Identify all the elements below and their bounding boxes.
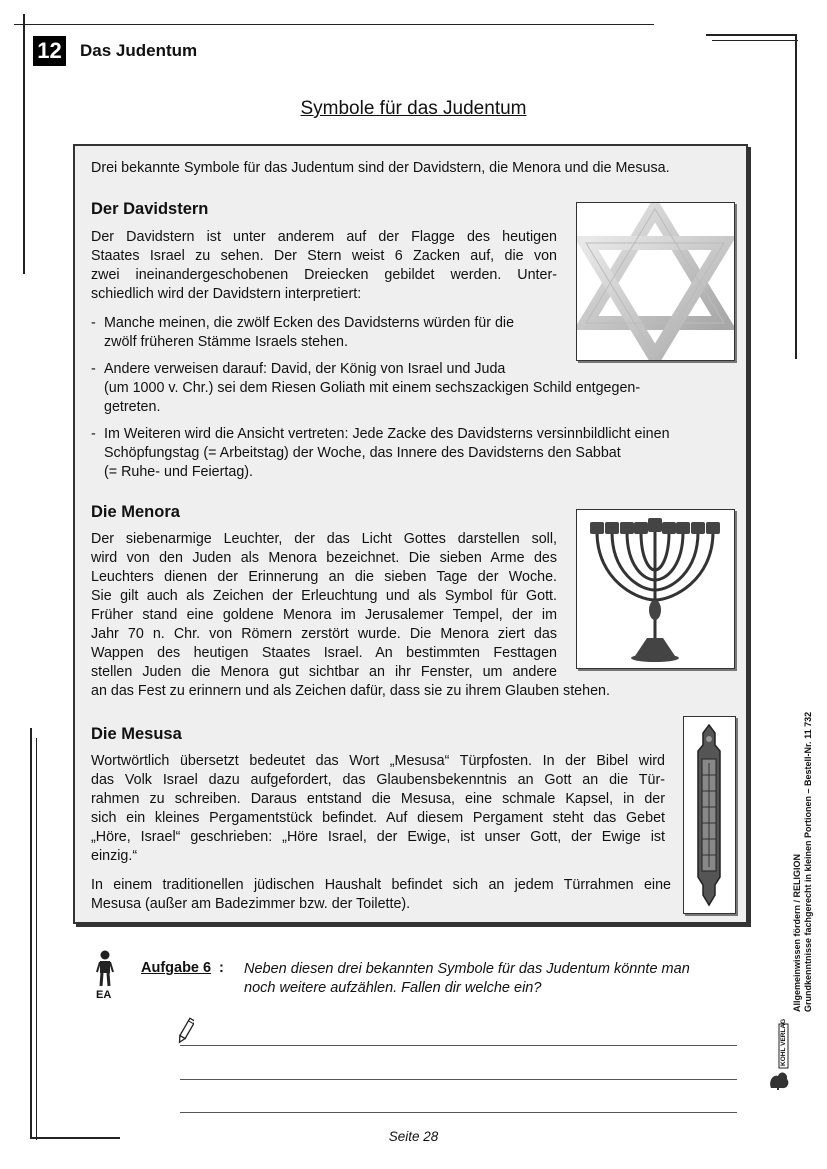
- frame-line: [706, 34, 796, 36]
- davidstern-paragraph: Der Davidstern ist unter anderem auf der Flagge des heutigen Staates Israel zu sehen. Der Stern weist 6 Zacken auf, die von zwei ineinandergeschobenen Dreiecken gebildet werden. Unter- schiedlich wird der Davidstern interpretiert:: [91, 229, 557, 302]
- frame-line: [712, 40, 798, 41]
- star-of-david-image: [576, 202, 735, 361]
- page-footer: Seite 28: [388, 1129, 439, 1144]
- task-colon: :: [219, 960, 224, 976]
- task-label: Aufgabe 6: [141, 960, 212, 976]
- answer-line[interactable]: [180, 1079, 737, 1080]
- frame-line: [30, 728, 32, 1138]
- mesusa-paragraph: Wortwörtlich übersetzt bedeutet das Wort „Mesusa“ Türpfosten. In der Bibel wird das Volk Israel dazu aufgefordert, das Glaubensbekenntnis an Gott an die Tür- rahmen zu schreiben. Daraus entstand die Mesusa, eine schmale Kapsel, in der sich ein kleines Pergamentstück befindet. Auf diesem Pergament steht das Gebet „Höre, Israel“ geschrieben: „Höre Israel, der Ewige, ist unser Gott, der Ewige ist einzig.“: [91, 753, 665, 864]
- menorah-icon: [577, 510, 734, 668]
- frame-line: [36, 738, 37, 1140]
- menorah-image: [576, 509, 735, 669]
- work-mode-label: EA: [96, 989, 112, 1001]
- publisher-name: KOHL VERLAG: [780, 1018, 787, 1066]
- page-number: 12: [33, 36, 66, 66]
- mesusa-paragraph-2: In einem traditionellen jüdischen Haushalt befindet sich an jedem Türrahmen eine Mesusa (außer am Badezimmer bzw. der Toilette).: [91, 877, 671, 912]
- student-figure-icon: [96, 950, 114, 993]
- chapter-title: Das Judentum: [80, 41, 198, 60]
- section-heading-mesusa: Die Mesusa: [91, 725, 182, 743]
- publisher-logo: [768, 1018, 790, 1092]
- section-heading-menora: Die Menora: [91, 503, 180, 521]
- mezuzah-icon: [684, 717, 735, 913]
- mezuzah-image: [683, 716, 736, 914]
- answer-line[interactable]: [180, 1045, 737, 1046]
- star-of-david-icon: [577, 203, 734, 360]
- intro-text: Drei bekannte Symbole für das Judentum sind der Davidstern, die Menora und die Mesusa.: [91, 160, 670, 176]
- answer-line[interactable]: [180, 1112, 737, 1113]
- frame-line: [23, 14, 25, 274]
- menora-paragraph: Der siebenarmige Leuchter, der das Licht Gottes darstellen soll, wird von den Juden als Menora bezeichnet. Die sieben Arme des Leuchters dienen der Erinnerung an die sieben Tage der Woche. Sie gilt auch als Zeichen der Erleuchtung und als Symbol für Gott. Früher stand eine goldene Menora im Jerusalemer Tempel, der im Jahr 70 n. Chr. von Römern zerstört wurde. Die Menora ziert das Wappen des heutigen Staates Israel. An bestimmten Festtagen stellen Juden die Menora gut sichtbar an ihr Fenster, um andere an das Fest zu erinnern und als Zeichen dafür, dass sie zu ihrem Glauben stehen.: [91, 531, 610, 699]
- section-heading-davidstern: Der Davidstern: [91, 200, 209, 218]
- page-title: Symbole für das Judentum: [300, 98, 527, 119]
- frame-line: [795, 34, 797, 359]
- frame-line: [14, 24, 654, 25]
- sidebar-text: Allgemeinwissen fördern / RELIGION Grundkenntnisse fachgerecht in kleinen Portionen – Bestell-Nr. 11 732: [792, 711, 813, 1012]
- task-text: Neben diesen drei bekannten Symbole für das Judentum könnte man noch weitere aufzählen. Fallen dir welche ein?: [244, 961, 690, 996]
